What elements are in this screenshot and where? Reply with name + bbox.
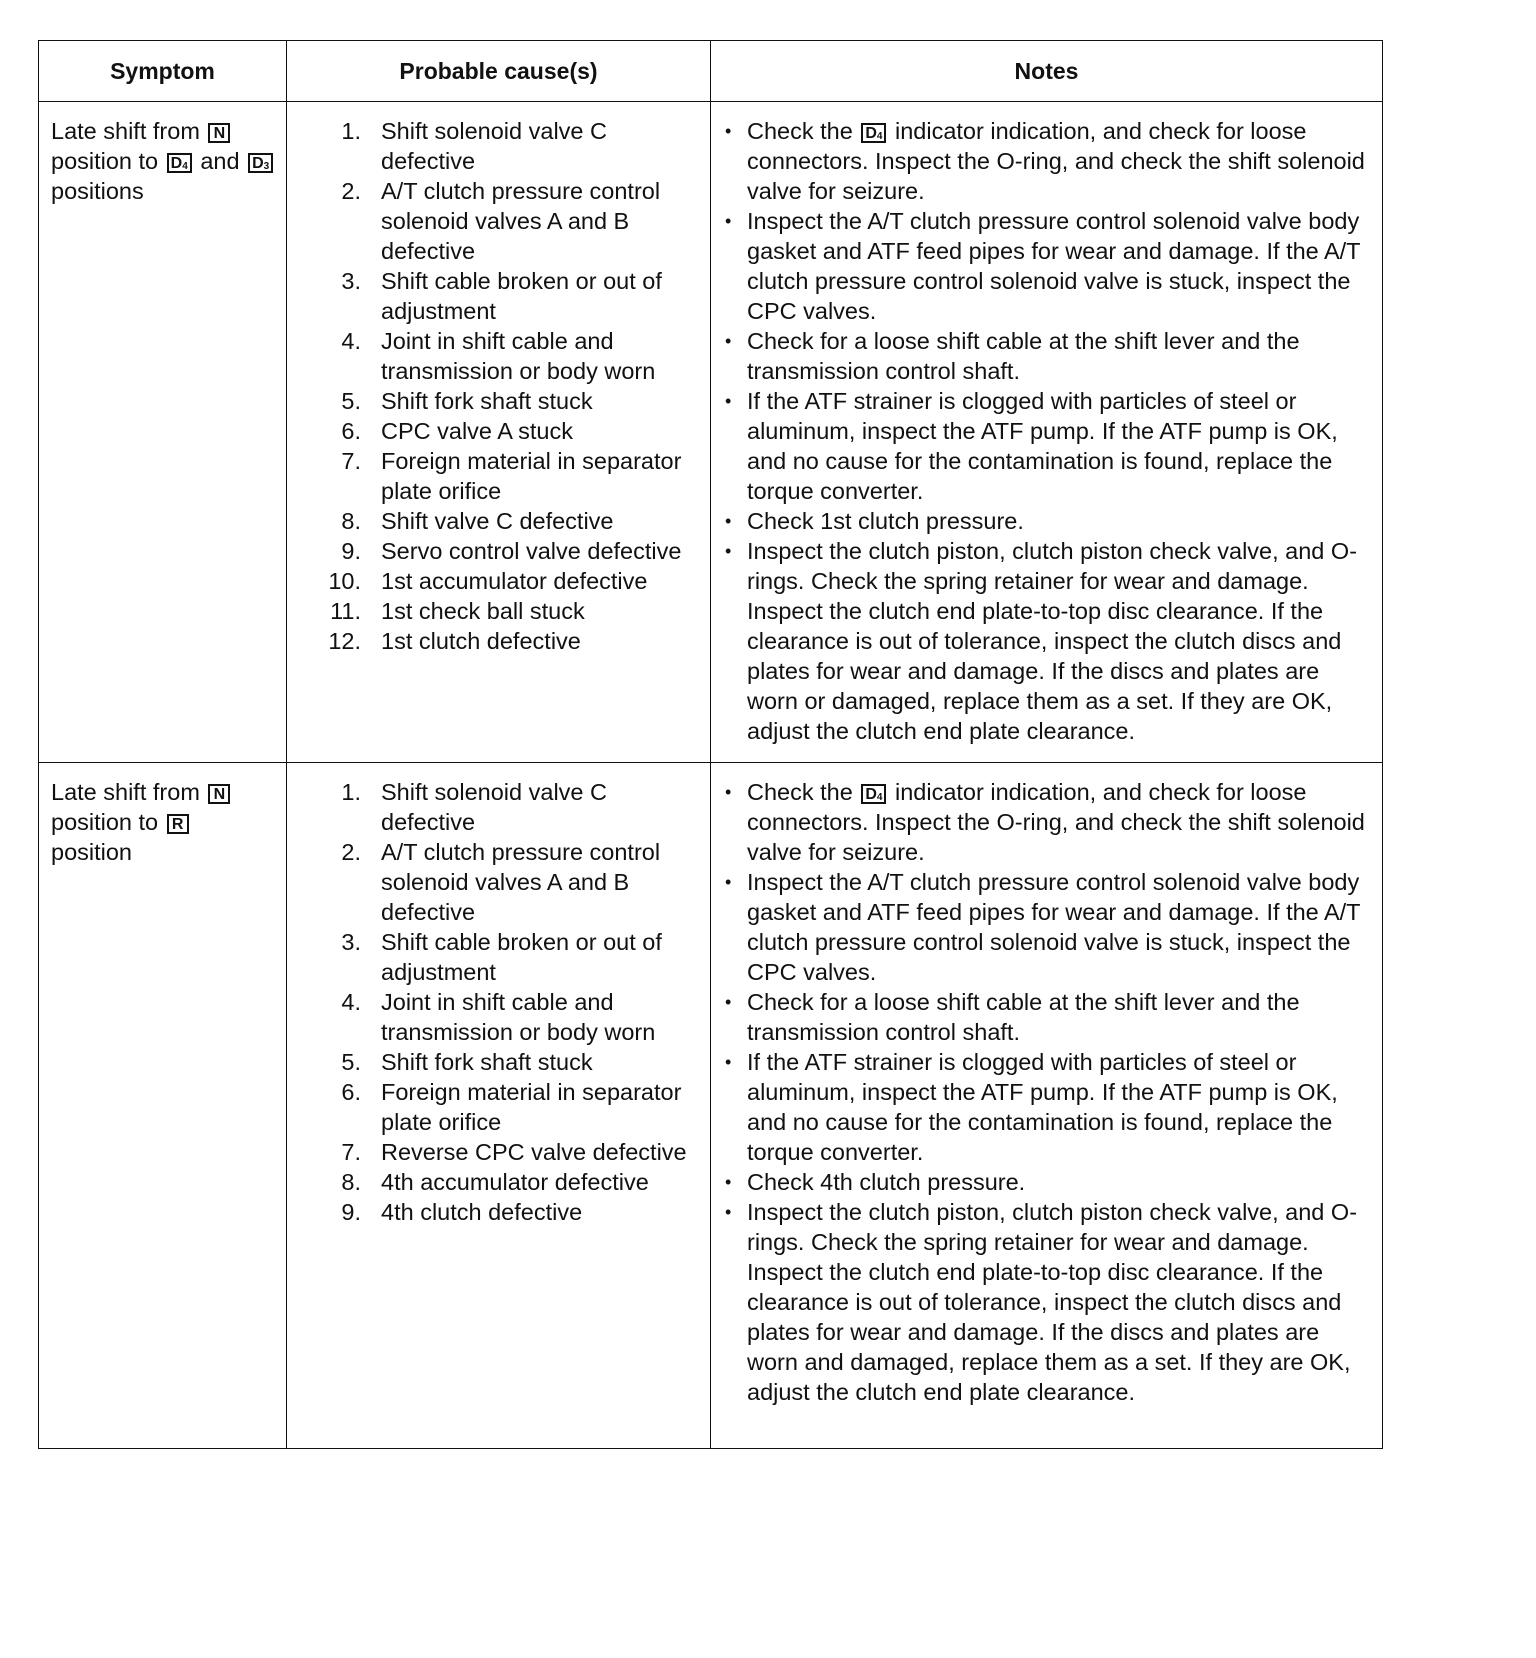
cause-number: 7. xyxy=(341,448,361,474)
list-item xyxy=(315,506,700,536)
list-item xyxy=(315,176,700,266)
list-item xyxy=(315,1077,700,1137)
bullet-icon: • xyxy=(725,992,732,1012)
cause-text: CPC valve A stuck xyxy=(381,418,573,444)
troubleshooting-table xyxy=(38,40,1383,1449)
note-text: Inspect the A/T clutch pressure control solenoid valve body gasket and ATF feed pipes for wear and damage. If the A/T clutch pressure control solenoid valve is stuck, inspect the CPC valves. xyxy=(747,208,1361,324)
cause-number: 6. xyxy=(341,1079,361,1105)
bullet-icon: • xyxy=(725,1052,732,1072)
cause-number: 4. xyxy=(341,328,361,354)
cause-number: 10. xyxy=(328,568,361,594)
note-text: Inspect the A/T clutch pressure control solenoid valve body gasket and ATF feed pipes for wear and damage. If the A/T clutch pressure control solenoid valve is stuck, inspect the CPC valves. xyxy=(747,869,1361,985)
list-item xyxy=(315,837,700,927)
cause-number: 6. xyxy=(341,418,361,444)
list-item xyxy=(725,386,1376,506)
bullet-icon: • xyxy=(725,331,732,351)
list-item xyxy=(725,1197,1376,1407)
list-item xyxy=(725,536,1376,746)
list-item xyxy=(725,326,1376,386)
bullet-icon: • xyxy=(725,782,732,802)
list-item xyxy=(315,596,700,626)
list-item xyxy=(315,326,700,386)
list-item xyxy=(315,446,700,506)
cause-text: Shift solenoid valve C defective xyxy=(381,118,607,174)
note-text: Check 1st clutch pressure. xyxy=(747,508,1024,534)
note-text: Check the xyxy=(747,118,853,144)
cause-text: 1st clutch defective xyxy=(381,628,581,654)
causes-list xyxy=(315,777,700,1227)
list-item xyxy=(315,536,700,566)
notes-list xyxy=(725,777,1376,1407)
gear-n-icon: N xyxy=(208,784,230,804)
causes-cell xyxy=(287,763,711,1449)
list-item xyxy=(315,416,700,446)
notes-cell xyxy=(711,763,1383,1449)
note-text: If the ATF strainer is clogged with particles of steel or aluminum, inspect the ATF pump. If the ATF pump is OK, and no cause for the contamination is found, replace the torque converter. xyxy=(747,388,1338,504)
causes-list xyxy=(315,116,700,656)
cause-text: Shift cable broken or out of adjustment xyxy=(381,929,662,985)
list-item xyxy=(315,1047,700,1077)
cause-text: A/T clutch pressure control solenoid valves A and B defective xyxy=(381,178,661,264)
symptom-cell xyxy=(39,102,287,763)
cause-number: 5. xyxy=(341,388,361,414)
cause-number: 8. xyxy=(341,508,361,534)
list-item xyxy=(315,626,700,656)
cause-number: 4. xyxy=(341,989,361,1015)
cause-text: 4th clutch defective xyxy=(381,1199,583,1225)
bullet-icon: • xyxy=(725,121,732,141)
cause-number: 12. xyxy=(328,628,361,654)
cause-text: Foreign material in separator plate orifice xyxy=(381,448,682,504)
cause-text: Joint in shift cable and transmission or body worn xyxy=(381,328,656,384)
bullet-icon: • xyxy=(725,1202,732,1222)
list-item xyxy=(725,1167,1376,1197)
symptom-text: and xyxy=(200,148,240,174)
list-item xyxy=(315,116,700,176)
bullet-icon: • xyxy=(725,541,732,561)
note-text: Check 4th clutch pressure. xyxy=(747,1169,1026,1195)
list-item xyxy=(725,206,1376,326)
cause-number: 7. xyxy=(341,1139,361,1165)
cause-text: 1st check ball stuck xyxy=(381,598,585,624)
bullet-icon: • xyxy=(725,511,732,531)
note-text: Check for a loose shift cable at the shift lever and the transmission control shaft. xyxy=(747,328,1300,384)
cause-number: 5. xyxy=(341,1049,361,1075)
cause-text: 4th accumulator defective xyxy=(381,1169,649,1195)
note-text: Inspect the clutch piston, clutch piston check valve, and O-rings. Check the spring retainer for wear and damage. Inspect the clutch end plate-to-top disc clearance. If the clearance is out of tolerance, inspect the clutch discs and plates for wear and damage. If the discs and plates are worn and damaged, replace them as a set. If they are OK, adjust the clutch end plate clearance. xyxy=(747,1199,1358,1405)
symptom-cell xyxy=(39,763,287,1449)
list-item xyxy=(725,1047,1376,1167)
cause-number: 1. xyxy=(341,118,361,144)
causes-cell xyxy=(287,102,711,763)
symptom-text: position to xyxy=(51,148,159,174)
list-item xyxy=(315,1167,700,1197)
note-text: Check for a loose shift cable at the shift lever and the transmission control shaft. xyxy=(747,989,1300,1045)
cause-text: Foreign material in separator plate orifice xyxy=(381,1079,682,1135)
note-text: Check the xyxy=(747,779,853,805)
list-item xyxy=(725,867,1376,987)
list-item xyxy=(315,927,700,987)
list-item xyxy=(315,266,700,326)
list-item xyxy=(725,987,1376,1047)
list-item xyxy=(315,1197,700,1227)
header-symptom: Symptom xyxy=(39,41,287,102)
list-item xyxy=(725,777,1376,867)
list-item xyxy=(315,1137,700,1167)
cause-text: Reverse CPC valve defective xyxy=(381,1139,687,1165)
bullet-icon: • xyxy=(725,872,732,892)
note-text: indicator indication, and check for loose connectors. Inspect the O-ring, and check the shift solenoid valve for seizure. xyxy=(747,118,1365,204)
header-probable-causes: Probable cause(s) xyxy=(287,41,711,102)
cause-number: 2. xyxy=(341,839,361,865)
cause-number: 9. xyxy=(341,538,361,564)
cause-text: Shift fork shaft stuck xyxy=(381,1049,593,1075)
header-notes: Notes xyxy=(711,41,1383,102)
cause-text: Shift solenoid valve C defective xyxy=(381,779,607,835)
cause-number: 9. xyxy=(341,1199,361,1225)
cause-text: A/T clutch pressure control solenoid valves A and B defective xyxy=(381,839,661,925)
list-item xyxy=(315,386,700,416)
bullet-icon: • xyxy=(725,1172,732,1192)
bullet-icon: • xyxy=(725,211,732,231)
bullet-icon: • xyxy=(725,391,732,411)
gear-d4-icon: $D_4$ xyxy=(861,123,886,143)
cause-text: Shift cable broken or out of adjustment xyxy=(381,268,662,324)
note-text: Inspect the clutch piston, clutch piston check valve, and O-rings. Check the spring retainer for wear and damage. Inspect the clutch end plate-to-top disc clearance. If the clearance is out of tolerance, inspect the clutch discs and plates for wear and damage. If the discs and plates are worn or damaged, replace them as a set. If they are OK, adjust the clutch end plate clearance. xyxy=(747,538,1358,744)
list-item xyxy=(315,987,700,1047)
header-row xyxy=(39,41,1383,102)
list-item xyxy=(315,777,700,837)
list-item xyxy=(725,116,1376,206)
notes-list xyxy=(725,116,1376,746)
table-row xyxy=(39,102,1383,763)
cause-text: Joint in shift cable and transmission or body worn xyxy=(381,989,656,1045)
note-text: If the ATF strainer is clogged with particles of steel or aluminum, inspect the ATF pump. If the ATF pump is OK, and no cause for the contamination is found, replace the torque converter. xyxy=(747,1049,1338,1165)
cause-text: Servo control valve defective xyxy=(381,538,682,564)
cause-number: 3. xyxy=(341,929,361,955)
cause-number: 1. xyxy=(341,779,361,805)
cause-text: 1st accumulator defective xyxy=(381,568,648,594)
cause-number: 11. xyxy=(330,598,361,624)
symptom-text: position to xyxy=(51,809,159,835)
gear-d3-icon: $D_3$ xyxy=(248,153,273,173)
cause-text: Shift fork shaft stuck xyxy=(381,388,593,414)
cause-number: 3. xyxy=(341,268,361,294)
list-item xyxy=(315,566,700,596)
notes-cell xyxy=(711,102,1383,763)
gear-r-icon: R xyxy=(167,814,189,834)
cause-number: 8. xyxy=(341,1169,361,1195)
symptom-text: position xyxy=(51,839,132,865)
cause-text: Shift valve C defective xyxy=(381,508,614,534)
gear-d4-icon: $D_4$ xyxy=(861,784,886,804)
symptom-text: positions xyxy=(51,178,144,204)
table-row xyxy=(39,763,1383,1449)
list-item xyxy=(725,506,1376,536)
gear-d4-icon: $D_4$ xyxy=(167,153,192,173)
cause-number: 2. xyxy=(341,178,361,204)
symptom-text: Late shift from xyxy=(51,779,200,805)
gear-n-icon: N xyxy=(208,123,230,143)
note-text: indicator indication, and check for loose connectors. Inspect the O-ring, and check the shift solenoid valve for seizure. xyxy=(747,779,1365,865)
symptom-text: Late shift from xyxy=(51,118,200,144)
